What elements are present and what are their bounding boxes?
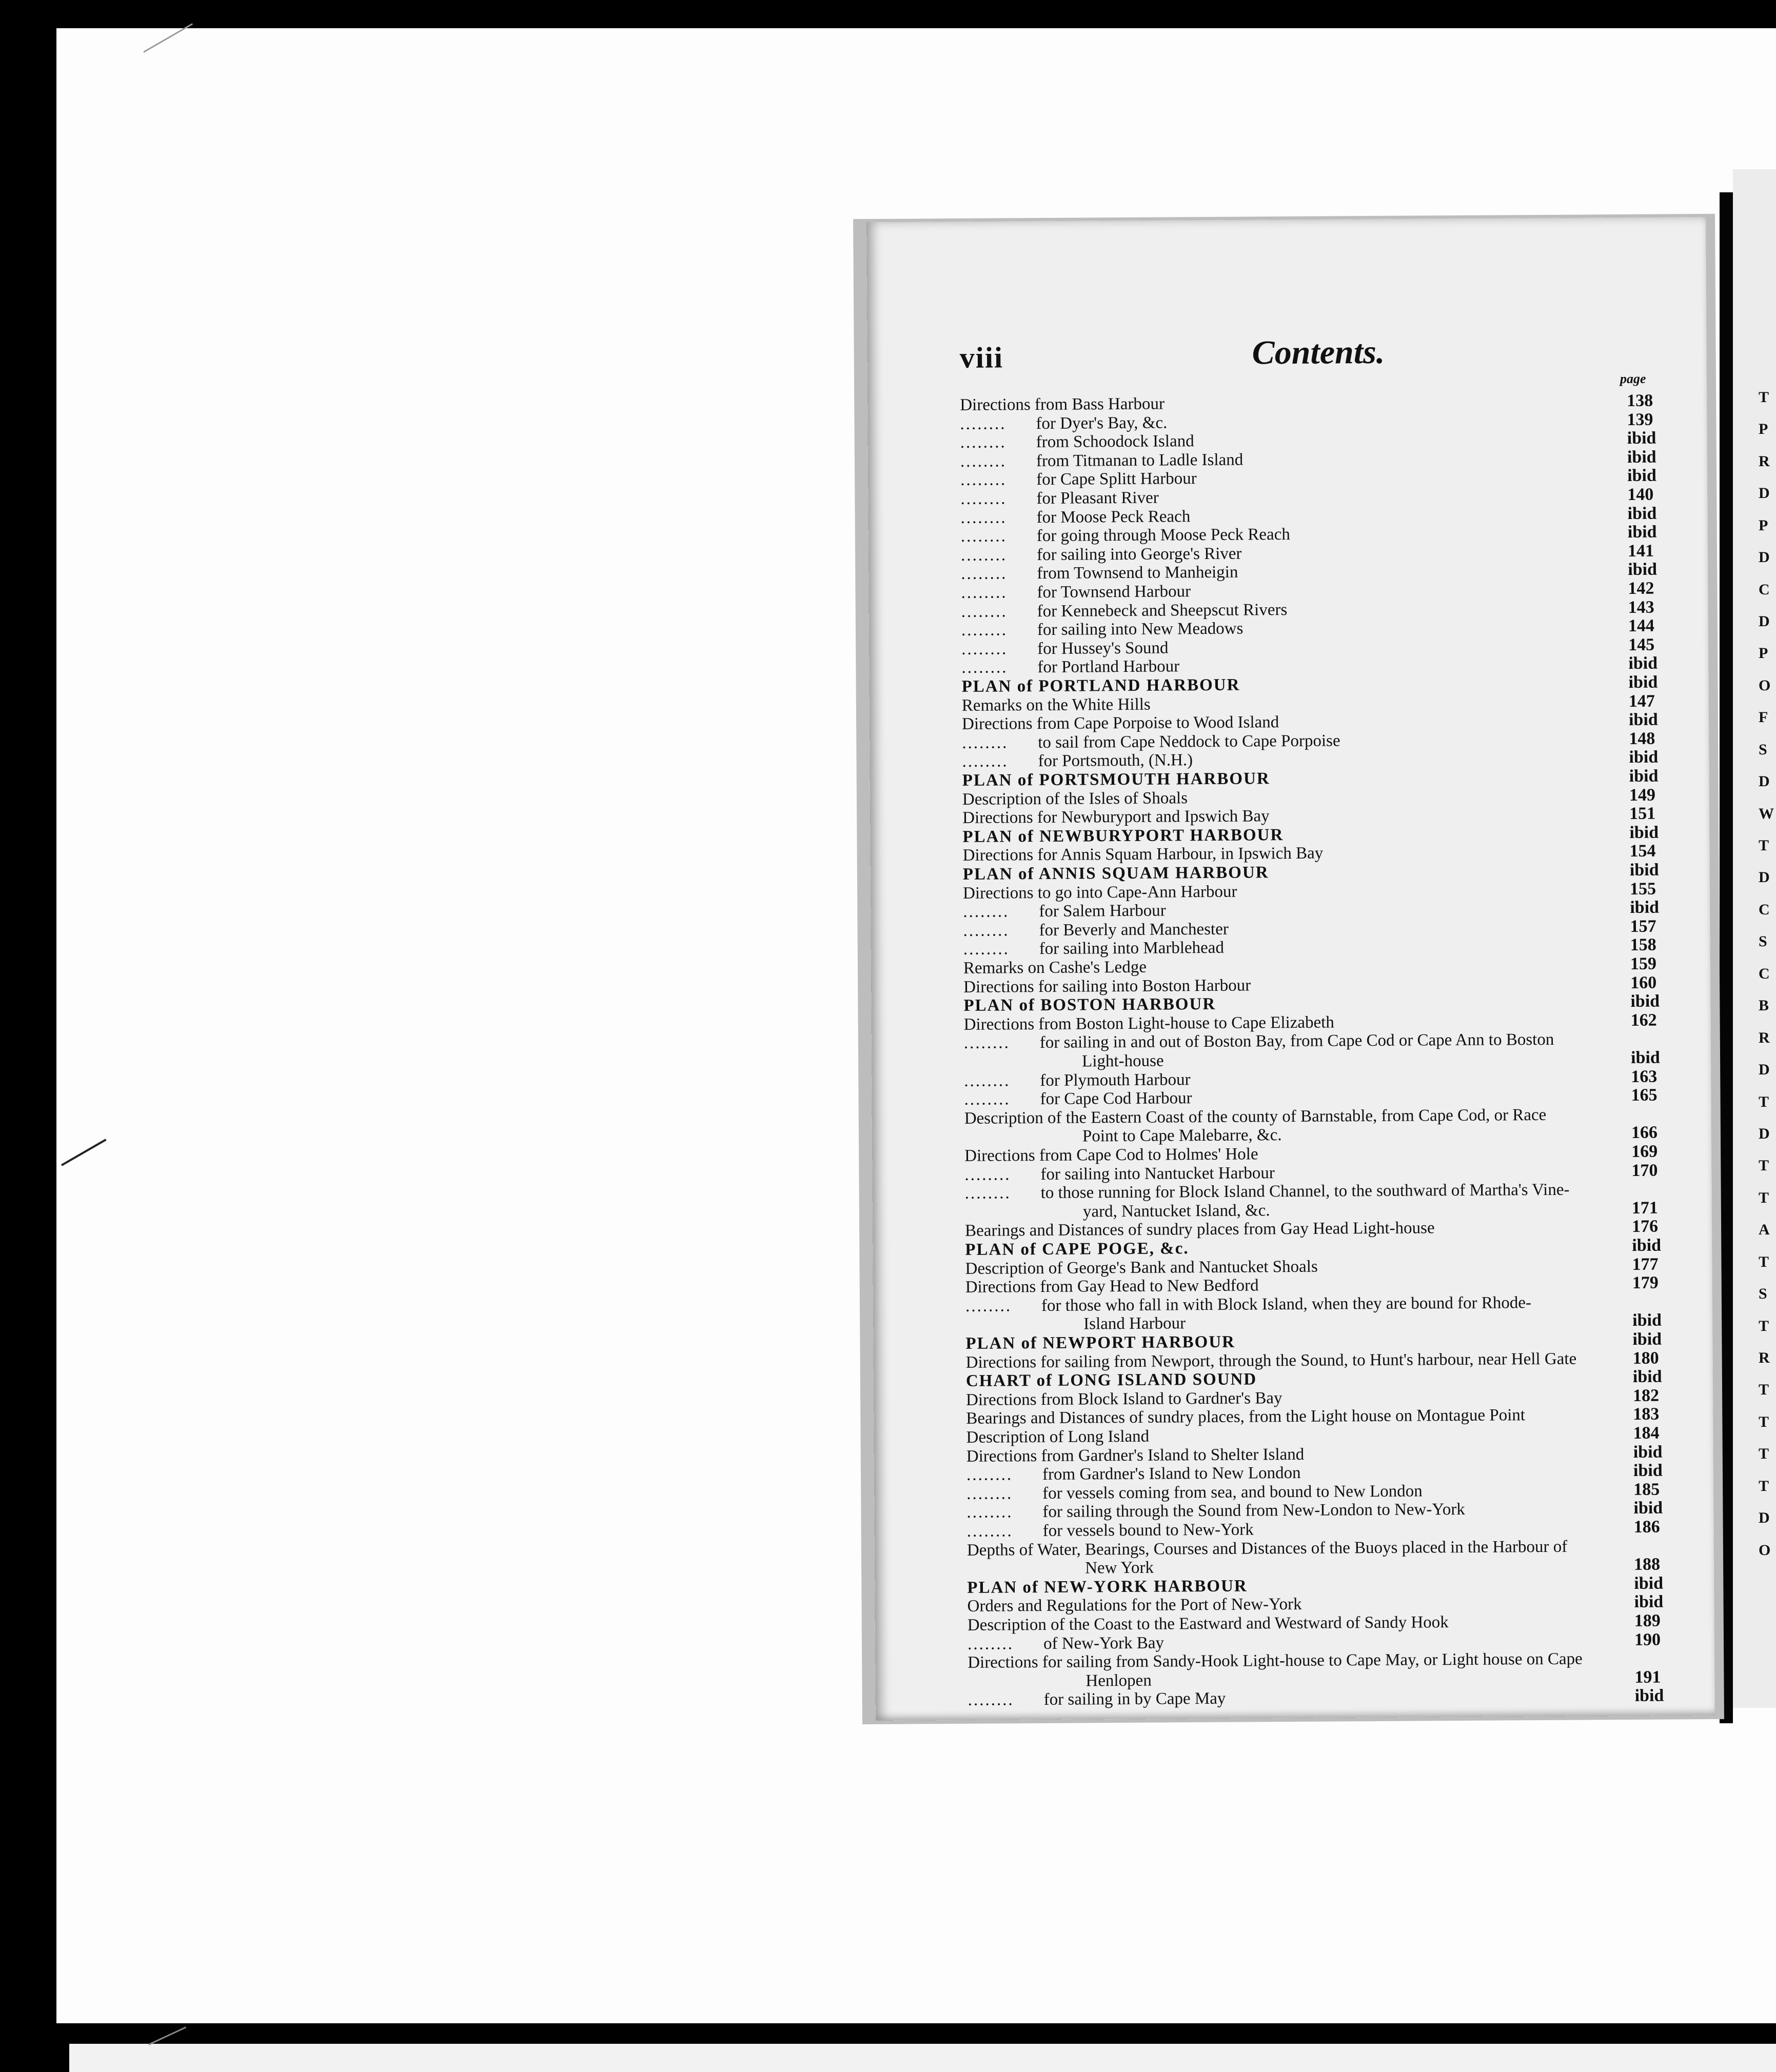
contents-entry bbox=[961, 562, 1238, 584]
contents-entry bbox=[960, 393, 1165, 415]
margin-mark bbox=[148, 2026, 186, 2045]
entry-text: Bearings and Distances of sundry places, from the Light house on Montague Point bbox=[966, 1406, 1526, 1428]
entry-page-number: 170 bbox=[1631, 1161, 1658, 1180]
entry-text: for Portsmouth, (N.H.) bbox=[1038, 751, 1193, 771]
entry-page-number: ibid bbox=[1634, 1573, 1664, 1593]
contents-entry bbox=[963, 938, 1224, 960]
entry-text: Description of Long Island bbox=[966, 1427, 1150, 1447]
leader-dots: ........ bbox=[962, 752, 1009, 771]
entry-page-number: 141 bbox=[1627, 541, 1654, 561]
plan-heading-entry bbox=[962, 675, 1240, 697]
leader-dots: ........ bbox=[960, 470, 1007, 489]
leader-dots: ........ bbox=[961, 640, 1008, 659]
entry-page-number: 155 bbox=[1629, 879, 1656, 899]
entry-page-number: 140 bbox=[1627, 485, 1654, 504]
leader-dots: ........ bbox=[964, 1184, 1011, 1203]
contents-entry bbox=[965, 1218, 1435, 1241]
entry-page-number: 165 bbox=[1631, 1085, 1657, 1105]
facing-page-initial: S bbox=[1759, 1285, 1767, 1302]
page-column-label: page bbox=[1620, 371, 1646, 387]
entry-page-number: ibid bbox=[1633, 1498, 1663, 1518]
entry-text: from Gardner's Island to New London bbox=[1042, 1463, 1301, 1484]
contents-list bbox=[866, 217, 1715, 1721]
leader-dots: ........ bbox=[960, 546, 1008, 565]
leader-dots: ........ bbox=[966, 1465, 1013, 1484]
contents-entry bbox=[966, 1349, 1577, 1373]
contents-page bbox=[866, 217, 1715, 1721]
entry-page-number: 160 bbox=[1630, 973, 1657, 992]
facing-page-initial: F bbox=[1759, 709, 1768, 726]
leader-dots: ........ bbox=[964, 1165, 1011, 1184]
contents-entry bbox=[968, 1649, 1583, 1673]
facing-page-initial: C bbox=[1759, 965, 1770, 982]
facing-page-initial: D bbox=[1759, 1061, 1770, 1078]
leader-dots: ........ bbox=[961, 658, 1008, 677]
entry-text: Point to Cape Malebarre, &c. bbox=[1082, 1126, 1282, 1146]
facing-page-initial: D bbox=[1759, 613, 1770, 630]
leader-dots: ........ bbox=[961, 583, 1008, 602]
facing-page-initial: T bbox=[1759, 1413, 1769, 1430]
facing-page-initial: D bbox=[1759, 869, 1770, 886]
contents-entry bbox=[962, 750, 1193, 772]
entry-page-number: ibid bbox=[1633, 1442, 1663, 1462]
facing-page-initial: P bbox=[1759, 421, 1768, 437]
entry-page-number: 139 bbox=[1627, 410, 1653, 429]
entry-page-number: 191 bbox=[1634, 1667, 1661, 1687]
entry-text: Directions from Gardner's Island to Shelter Island bbox=[966, 1445, 1305, 1466]
entry-text: for Cape Cod Harbour bbox=[1040, 1089, 1192, 1108]
facing-page-initial: R bbox=[1759, 1029, 1770, 1046]
plan-heading-entry bbox=[962, 768, 1270, 791]
leader-dots: ........ bbox=[960, 452, 1007, 471]
entry-page-number: ibid bbox=[1627, 504, 1657, 523]
entry-page-number: 171 bbox=[1631, 1198, 1658, 1218]
entry-text: New York bbox=[1085, 1558, 1154, 1578]
entry-page-number: ibid bbox=[1629, 747, 1659, 767]
entry-page-number: 158 bbox=[1630, 935, 1656, 954]
facing-page-initial: T bbox=[1759, 1318, 1769, 1334]
plan-heading-entry bbox=[965, 1238, 1189, 1260]
leader-dots: ........ bbox=[963, 1033, 1010, 1052]
entry-text: PLAN of ANNIS SQUAM HARBOUR bbox=[962, 863, 1269, 884]
entry-page-number: 147 bbox=[1628, 691, 1655, 711]
entry-text: for sailing through the Sound from New-London to New-York bbox=[1042, 1500, 1465, 1521]
contents-entry bbox=[968, 1612, 1449, 1636]
entry-text: for going through Moose Peck Reach bbox=[1036, 525, 1290, 546]
entry-page-number: 163 bbox=[1631, 1067, 1657, 1086]
contents-entry bbox=[965, 1292, 1531, 1317]
contents-entry bbox=[967, 1537, 1568, 1561]
leader-dots: ........ bbox=[963, 921, 1010, 940]
entry-text: for vessels coming from sea, and bound to New London bbox=[1042, 1482, 1423, 1503]
contents-entry bbox=[1082, 1125, 1282, 1146]
facing-page-initial: O bbox=[1759, 1542, 1771, 1559]
facing-page-initial: D bbox=[1759, 1125, 1770, 1142]
contents-entry bbox=[960, 468, 1197, 490]
entry-text: Directions for sailing from Sandy-Hook Light-house to Cape May, or Light house on Cape bbox=[968, 1649, 1583, 1672]
entry-page-number: ibid bbox=[1628, 653, 1658, 673]
facing-page-initial: S bbox=[1759, 933, 1767, 950]
entry-page-number: 188 bbox=[1633, 1555, 1661, 1574]
facing-page-edge bbox=[1733, 169, 1776, 1708]
entry-page-number: ibid bbox=[1630, 898, 1660, 917]
contents-entry bbox=[961, 581, 1191, 603]
entry-text: for Portland Harbour bbox=[1037, 657, 1180, 677]
facing-page-initial: O bbox=[1759, 677, 1771, 694]
entry-text: from Schoodock Island bbox=[1036, 432, 1194, 452]
contents-entry bbox=[966, 1405, 1525, 1429]
leader-dots: ........ bbox=[961, 564, 1008, 583]
entry-page-number: 148 bbox=[1629, 729, 1655, 748]
contents-entry bbox=[961, 656, 1179, 678]
running-title: Contents. bbox=[1252, 333, 1385, 372]
entry-page-number: 151 bbox=[1629, 804, 1656, 823]
contents-entry bbox=[961, 619, 1244, 641]
facing-page-initial: T bbox=[1759, 1157, 1769, 1174]
facing-page-initial: T bbox=[1759, 1478, 1769, 1495]
page-number: viii bbox=[959, 341, 1004, 374]
entry-page-number: ibid bbox=[1630, 991, 1660, 1011]
facing-page-initial: T bbox=[1759, 1253, 1769, 1270]
entry-page-number: 149 bbox=[1629, 785, 1656, 805]
entry-page-number: 177 bbox=[1632, 1254, 1659, 1274]
entry-text: Remarks on Cashe's Ledge bbox=[963, 958, 1147, 978]
facing-page-initial: S bbox=[1759, 741, 1767, 758]
entry-page-number: ibid bbox=[1628, 710, 1658, 729]
entry-page-number: 157 bbox=[1630, 917, 1656, 936]
entry-text: Directions from Bass Harbour bbox=[960, 394, 1165, 414]
entry-text: Directions for Newburyport and Ipswich Bay bbox=[962, 807, 1270, 827]
leader-dots: ........ bbox=[967, 1635, 1014, 1653]
entry-page-number: ibid bbox=[1627, 466, 1656, 485]
leader-dots: ........ bbox=[966, 1522, 1013, 1541]
entry-text: for sailing into Marblehead bbox=[1039, 938, 1225, 958]
entry-page-number: ibid bbox=[1627, 447, 1656, 467]
entry-text: for Cape Splitt Harbour bbox=[1036, 469, 1197, 489]
entry-text: Remarks on the White Hills bbox=[961, 695, 1151, 715]
leader-dots: ........ bbox=[966, 1484, 1013, 1503]
entry-text: for Dyer's Bay, &c. bbox=[1036, 413, 1168, 433]
facing-page-initial: C bbox=[1759, 581, 1770, 598]
facing-page-initial: T bbox=[1759, 1093, 1769, 1110]
entry-page-number: 162 bbox=[1630, 1010, 1657, 1030]
facing-page-initial: D bbox=[1759, 1509, 1770, 1526]
leader-dots: ........ bbox=[960, 508, 1007, 527]
entry-text: for Pleasant River bbox=[1036, 488, 1159, 508]
leader-dots: ........ bbox=[963, 940, 1010, 959]
facing-page-initial: P bbox=[1759, 517, 1768, 534]
facing-page-initial: D bbox=[1759, 773, 1770, 790]
entry-text: PLAN of BOSTON HARBOUR bbox=[963, 994, 1216, 1015]
entry-text: Island Harbour bbox=[1083, 1314, 1186, 1333]
entry-text: PLAN of NEW-YORK HARBOUR bbox=[967, 1577, 1248, 1597]
entry-text: Light-house bbox=[1081, 1051, 1164, 1071]
leader-dots: ........ bbox=[960, 527, 1007, 546]
entry-text: PLAN of CAPE POGE, &c. bbox=[965, 1239, 1189, 1259]
entry-text: PLAN of NEWBURYPORT HARBOUR bbox=[962, 826, 1284, 846]
entry-page-number: 144 bbox=[1628, 616, 1655, 635]
entry-text: Directions from Block Island to Gardner's Bay bbox=[966, 1389, 1282, 1409]
entry-text: of New-York Bay bbox=[1043, 1633, 1165, 1653]
entry-page-number: 142 bbox=[1628, 579, 1654, 598]
entry-text: Description of the Eastern Coast of the county of Barnstable, from Cape Cod, or Race bbox=[964, 1105, 1547, 1128]
facing-page-initial: T bbox=[1759, 389, 1769, 406]
entry-text: PLAN of NEWPORT HARBOUR bbox=[965, 1332, 1236, 1353]
next-frame-strip bbox=[69, 2044, 1776, 2072]
leader-dots: ........ bbox=[968, 1690, 1014, 1709]
entry-page-number: ibid bbox=[1628, 672, 1658, 692]
entry-page-number: ibid bbox=[1629, 823, 1659, 842]
contents-entry bbox=[1086, 1670, 1152, 1691]
entry-page-number: 183 bbox=[1633, 1404, 1660, 1424]
entry-page-number: ibid bbox=[1633, 1461, 1663, 1480]
leader-dots: ........ bbox=[960, 489, 1007, 508]
entry-text: Directions for sailing into Boston Harbour bbox=[963, 976, 1251, 997]
entry-text: for Beverly and Manchester bbox=[1039, 920, 1229, 940]
entry-text: to sail from Cape Neddock to Cape Porpoise bbox=[1038, 731, 1340, 752]
entry-page-number: ibid bbox=[1632, 1310, 1662, 1330]
entry-text: Directions for Annis Squam Harbour, in Ipswich Bay bbox=[962, 844, 1324, 865]
leader-dots: ........ bbox=[962, 733, 1009, 752]
entry-text: Directions from Cape Porpoise to Wood Island bbox=[961, 713, 1279, 733]
contents-entry bbox=[1085, 1558, 1154, 1579]
entry-page-number: ibid bbox=[1629, 766, 1659, 786]
entry-text: for Hussey's Sound bbox=[1037, 639, 1169, 659]
leader-dots: ........ bbox=[961, 621, 1008, 640]
entry-text: Orders and Regulations for the Port of New-York bbox=[967, 1595, 1302, 1616]
entry-page-number: 166 bbox=[1631, 1123, 1658, 1142]
facing-page-initial: T bbox=[1759, 837, 1769, 854]
contents-entry bbox=[1083, 1313, 1186, 1334]
entry-page-number: 176 bbox=[1631, 1217, 1659, 1236]
entry-text: Henlopen bbox=[1086, 1671, 1152, 1690]
entry-page-number: ibid bbox=[1632, 1329, 1662, 1349]
entry-text: for those who fall in with Block Island, when they are bound for Rhode- bbox=[1041, 1293, 1532, 1315]
entry-text: yard, Nantucket Island, &c. bbox=[1082, 1201, 1270, 1221]
facing-page-initial: D bbox=[1759, 549, 1770, 566]
entry-page-number: 179 bbox=[1632, 1273, 1659, 1292]
entry-text: for sailing into Nantucket Harbour bbox=[1040, 1164, 1275, 1184]
entry-text: for sailing into George's River bbox=[1036, 544, 1242, 565]
leader-dots: ........ bbox=[964, 1071, 1011, 1090]
entry-text: PLAN of PORTLAND HARBOUR bbox=[961, 675, 1240, 696]
entry-text: from Townsend to Manheigin bbox=[1037, 563, 1238, 583]
facing-page-initial: C bbox=[1759, 901, 1770, 918]
contents-entry bbox=[963, 843, 1324, 866]
entry-text: to those running for Block Island Channel, to the southward of Martha's Vine- bbox=[1040, 1180, 1570, 1202]
entry-page-number: ibid bbox=[1628, 560, 1657, 579]
entry-text: Directions for sailing from Newport, through the Sound, to Hunt's harbour, near Hell Gate bbox=[965, 1349, 1577, 1372]
leader-dots: ........ bbox=[960, 414, 1007, 433]
contents-entry bbox=[968, 1688, 1226, 1710]
facing-page-initial: B bbox=[1759, 997, 1769, 1014]
leader-dots: ........ bbox=[964, 1090, 1011, 1109]
entry-text: Directions to go into Cape-Ann Harbour bbox=[962, 882, 1237, 903]
leader-dots: ........ bbox=[963, 902, 1010, 921]
entry-page-number: 154 bbox=[1629, 841, 1656, 861]
contents-entry bbox=[966, 1426, 1149, 1448]
entry-page-number: 186 bbox=[1633, 1517, 1660, 1537]
entry-text: Description of George's Bank and Nantucket Shoals bbox=[965, 1257, 1318, 1278]
entry-text: Directions from Boston Light-house to Cape Elizabeth bbox=[963, 1013, 1334, 1034]
entry-text: CHART of LONG ISLAND SOUND bbox=[965, 1370, 1257, 1390]
entry-text: Bearings and Distances of sundry places from Gay Head Light-house bbox=[964, 1219, 1435, 1240]
entry-text: Description of the Isles of Shoals bbox=[962, 789, 1188, 809]
entry-text: for Salem Harbour bbox=[1039, 901, 1166, 921]
entry-text: Description of the Coast to the Eastward and Westward of Sandy Hook bbox=[967, 1613, 1449, 1635]
entry-text: Directions from Cape Cod to Holmes' Hole bbox=[964, 1145, 1258, 1165]
leader-dots: ........ bbox=[961, 602, 1008, 621]
entry-page-number: ibid bbox=[1634, 1686, 1664, 1705]
entry-page-number: 189 bbox=[1634, 1611, 1661, 1630]
entry-page-number: 184 bbox=[1633, 1423, 1660, 1443]
entry-page-number: ibid bbox=[1632, 1367, 1662, 1386]
entry-text: for Moose Peck Reach bbox=[1036, 507, 1191, 527]
facing-page-initial: R bbox=[1759, 1349, 1770, 1366]
contents-entry bbox=[964, 1029, 1554, 1053]
entry-page-number: ibid bbox=[1632, 1236, 1662, 1255]
facing-page-initial: T bbox=[1759, 1445, 1769, 1462]
entry-text: Depths of Water, Bearings, Courses and Distances of the Buoys placed in the Harbour of bbox=[966, 1537, 1568, 1560]
entry-page-number: 185 bbox=[1633, 1480, 1660, 1499]
leader-dots: ........ bbox=[965, 1297, 1012, 1316]
contents-entry bbox=[960, 431, 1194, 453]
entry-page-number: ibid bbox=[1634, 1592, 1664, 1611]
entry-text: for Kennebeck and Sheepscut Rivers bbox=[1037, 601, 1288, 621]
contents-entry bbox=[963, 957, 1147, 979]
entry-page-number: 180 bbox=[1632, 1348, 1659, 1368]
facing-page-initial: T bbox=[1759, 1189, 1769, 1206]
entry-text: Directions from Gay Head to New Bedford bbox=[965, 1276, 1259, 1297]
entry-text: from Titmanan to Ladle Island bbox=[1036, 450, 1244, 471]
entry-text: for sailing into New Meadows bbox=[1037, 619, 1244, 640]
contents-entry bbox=[960, 488, 1159, 509]
entry-page-number: 182 bbox=[1632, 1386, 1660, 1405]
entry-page-number: 138 bbox=[1627, 391, 1653, 410]
entry-text: for sailing in by Cape May bbox=[1043, 1689, 1226, 1709]
entry-text: for Townsend Harbour bbox=[1037, 582, 1191, 602]
facing-page-initial: W bbox=[1759, 805, 1774, 822]
entry-page-number: 159 bbox=[1630, 954, 1657, 973]
facing-page-initial: R bbox=[1759, 453, 1770, 470]
entry-page-number: 169 bbox=[1631, 1142, 1658, 1161]
contents-entry bbox=[963, 900, 1166, 922]
facing-page-initial: D bbox=[1759, 485, 1770, 502]
entry-page-number: ibid bbox=[1630, 1048, 1660, 1067]
facing-page-initial: T bbox=[1759, 1381, 1769, 1398]
entry-page-number: 145 bbox=[1628, 635, 1655, 654]
entry-page-number: ibid bbox=[1627, 428, 1656, 448]
facing-page-initial: P bbox=[1759, 645, 1768, 662]
facing-page-initial: A bbox=[1759, 1221, 1770, 1238]
leader-dots: ........ bbox=[966, 1503, 1013, 1522]
entry-page-number: 143 bbox=[1628, 597, 1654, 617]
contents-entry bbox=[1082, 1051, 1164, 1072]
entry-page-number: ibid bbox=[1629, 860, 1659, 880]
entry-page-number: ibid bbox=[1627, 522, 1657, 542]
entry-text: for sailing in and out of Boston Bay, from Cape Cod or Cape Ann to Boston bbox=[1039, 1030, 1554, 1052]
entry-page-number: 190 bbox=[1634, 1630, 1661, 1649]
entry-text: for Plymouth Harbour bbox=[1040, 1070, 1191, 1090]
entry-text: for vessels bound to New-York bbox=[1042, 1520, 1254, 1540]
entry-text: PLAN of PORTSMOUTH HARBOUR bbox=[962, 769, 1270, 790]
leader-dots: ........ bbox=[960, 433, 1007, 452]
contents-entry bbox=[964, 1088, 1192, 1110]
